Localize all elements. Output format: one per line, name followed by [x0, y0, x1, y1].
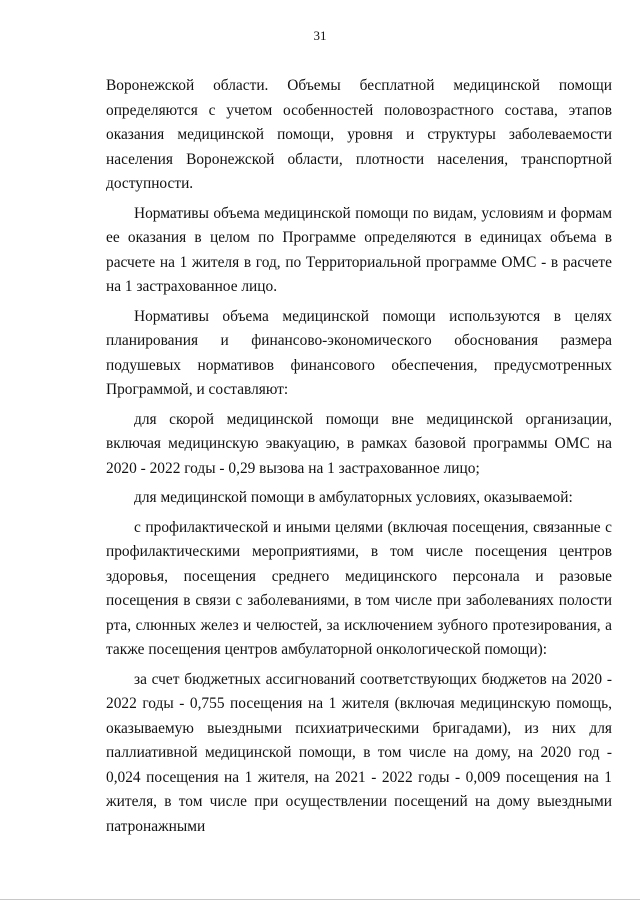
paragraph-volume-standards: Нормативы объема медицинской помощи по видам, условиям и формам ее оказания в целом по Программе определяются в единицах объема в расчете на 1 жителя в год, по Территориальной программе ОМС - в расчете на 1 застрахованное лицо. — [106, 204, 612, 295]
bottom-scan-edge — [0, 899, 640, 900]
document-body — [106, 74, 612, 844]
paragraph-budget-funding: за счет бюджетных ассигнований соответствующих бюджетов на 2020 - 2022 годы - 0,755 посещения на 1 жителя (включая медицинскую помощь, оказываемую выездными психиатрическими бригадами), из них для паллиативной медицинской помощи, в том числе на дому, на 2020 год - 0,024 посещения на 1 жителя, на 2021 - 2022 годы - 0,009 посещения на 1 жителя, в том числе при осуществлении посещений на дому выездными патронажными — [106, 670, 612, 835]
page-number: 31 — [313, 28, 327, 43]
paragraph-preventive-visits: с профилактической и иными целями (включая посещения, связанные с профилактическими мероприятиями, в том числе посещения центров здоровья, посещения среднего медицинского персонала и разовые посещения в связи с заболеваниями, в том числе при заболеваниях полости рта, слюнных желез и челюстей, за исключением зубного протезирования, а также посещения центров амбулаторной онкологической помощи): — [106, 518, 612, 658]
paragraph-emergency-care: для скорой медицинской помощи вне медицинской организации, включая медицинскую эвакуацию, в рамках базовой программы ОМС на 2020 - 2022 годы - 0,29 вызова на 1 застрахованное лицо; — [106, 410, 612, 477]
paragraph-standards-usage: Нормативы объема медицинской помощи используются в целях планирования и финансово-экономического обоснования размера подушевых нормативов финансового обеспечения, предусмотренных Программой, и составляют: — [106, 307, 612, 398]
paragraph-outpatient-care: для медицинской помощи в амбулаторных условиях, оказываемой: — [134, 489, 573, 506]
paragraph-population-factors: Воронежской области. Объемы бесплатной медицинской помощи определяются с учетом особенностей половозрастного состава, этапов оказания медицинской помощи, уровня и структуры заболеваемости населения Воронежской области, плотности населения, транспортной доступности. — [106, 77, 612, 192]
